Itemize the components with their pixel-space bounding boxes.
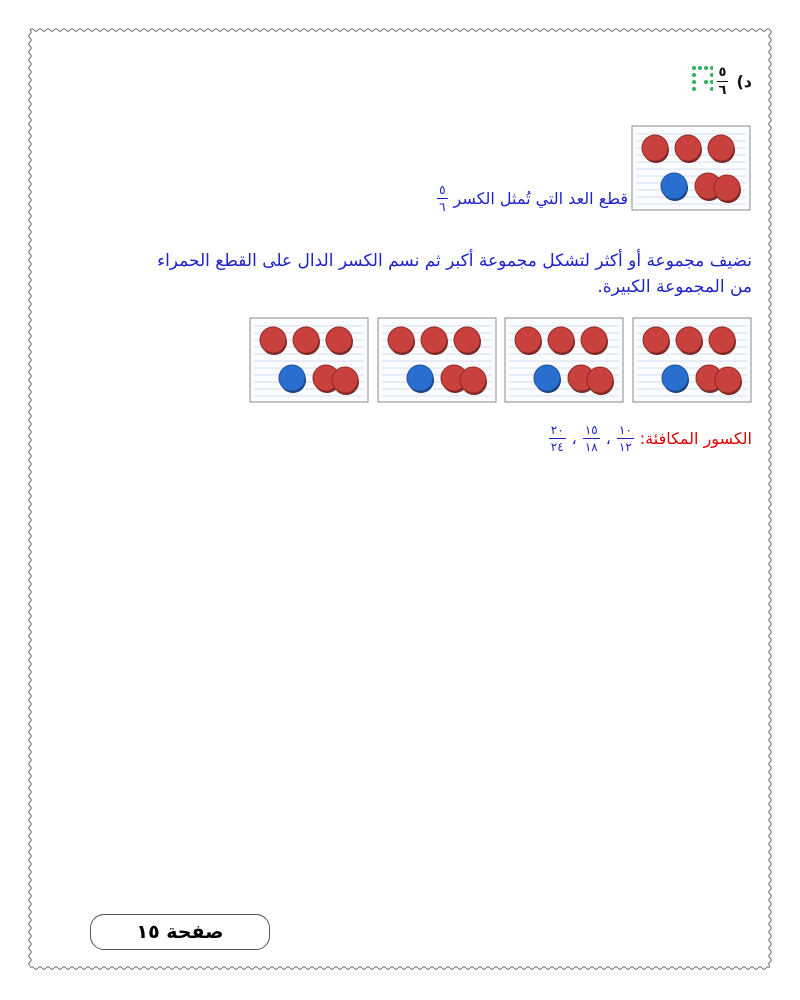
group-card-2 (503, 316, 625, 404)
red-counter (454, 327, 480, 353)
red-counter (515, 327, 541, 353)
equivalent-fraction-1 (617, 424, 634, 453)
grouped-cards (242, 316, 752, 408)
explanation-line-2: من المجموعة الكبيرة. (597, 277, 752, 297)
reference-counters-card (630, 124, 752, 212)
blue-counter (661, 173, 687, 199)
red-counter (676, 327, 702, 353)
reference-fraction-numerator: ٥ (439, 183, 446, 197)
equivalent-label: الكسور المكافئة: (639, 429, 752, 448)
page-number-text: صفحة ١٥ (136, 921, 224, 943)
equivalent-fraction-2 (583, 424, 600, 453)
equivalent-fraction-3-numerator: ٢٠ (550, 423, 564, 437)
red-counter (332, 367, 358, 393)
red-counter (581, 327, 607, 353)
red-counter (460, 367, 486, 393)
group-card-1 (631, 316, 753, 404)
red-counter (643, 327, 669, 353)
blue-counter (279, 365, 305, 391)
equivalent-separator: ، (571, 429, 577, 448)
red-counter (548, 327, 574, 353)
equivalent-fraction-2-denominator: ١٨ (584, 440, 598, 454)
dots-decoration-icon (691, 64, 713, 98)
red-counter (293, 327, 319, 353)
reference-caption: قطع العد التي تُمثل الكسر (453, 189, 628, 208)
red-counter (714, 175, 740, 201)
red-counter (587, 367, 613, 393)
equivalent-fraction-2-numerator: ١٥ (584, 423, 598, 437)
red-counter (260, 327, 286, 353)
group-card-3 (376, 316, 498, 404)
question-label: د) (736, 71, 752, 91)
red-counter (388, 327, 414, 353)
red-counter (326, 327, 352, 353)
equivalent-fraction-3 (549, 424, 566, 453)
reference-row (0, 124, 800, 214)
reference-fraction-denominator: ٦ (439, 200, 446, 214)
red-counter (421, 327, 447, 353)
explanation-line-1: نضيف مجموعة أو أكثر لتشكل مجموعة أكبر ثم نسم الكسر الدال على القطع الحمراء (157, 251, 752, 271)
equivalent-separator: ، (605, 429, 611, 448)
red-counter (715, 367, 741, 393)
question-header (691, 64, 752, 98)
red-counter (709, 327, 735, 353)
red-counter (642, 135, 668, 161)
group-card-4 (248, 316, 370, 404)
question-fraction (717, 66, 729, 97)
question-fraction-denominator: ٦ (718, 82, 727, 98)
equivalent-fractions (549, 424, 752, 453)
equivalent-fraction-3-denominator: ٢٤ (550, 440, 564, 454)
blue-counter (662, 365, 688, 391)
reference-fraction (437, 184, 447, 213)
blue-counter (534, 365, 560, 391)
blue-counter (407, 365, 433, 391)
explanation (32, 248, 752, 300)
red-counter (708, 135, 734, 161)
red-counter (675, 135, 701, 161)
question-fraction-numerator: ٥ (718, 64, 727, 80)
page-number-label (90, 914, 270, 950)
reference-caption-row (437, 184, 628, 213)
equivalent-fraction-1-numerator: ١٠ (618, 423, 632, 437)
equivalent-fraction-1-denominator: ١٢ (618, 440, 632, 454)
